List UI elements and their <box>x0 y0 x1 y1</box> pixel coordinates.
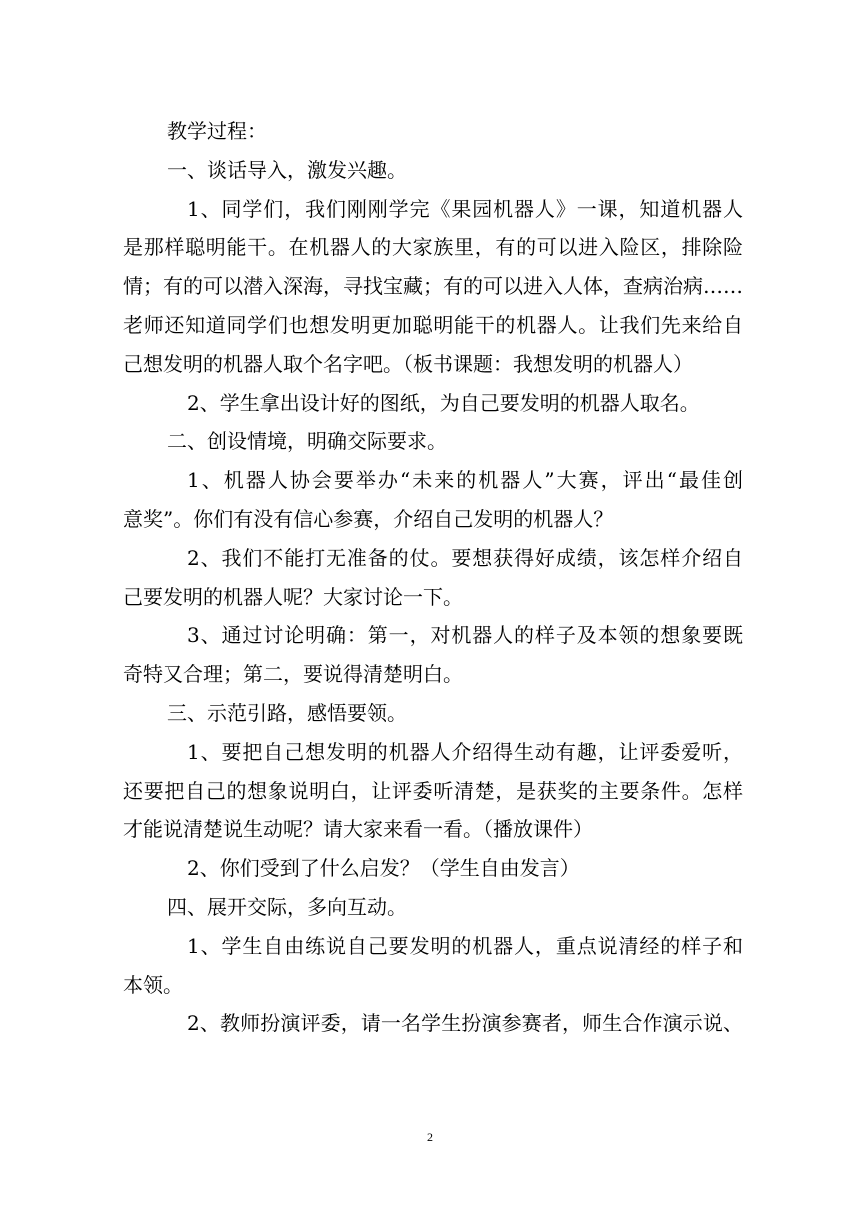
document-body <box>123 112 743 1043</box>
paragraph-line: 意奖”。你们有没有信心参赛，介绍自己发明的机器人？ <box>123 506 614 531</box>
page-number: 2 <box>427 1130 433 1144</box>
paragraph-line: 1、要把自己想发明的机器人介绍得生动有趣，让评委爱听， <box>187 739 743 764</box>
paragraph-line: 2、我们不能打无准备的仗。要想获得好成绩，该怎样介绍自 <box>187 545 743 570</box>
paragraph-line: 2、你们受到了什么启发？（学生自由发言） <box>187 856 580 881</box>
heading-1: 一、谈话导入，激发兴趣。 <box>167 157 407 182</box>
paragraph-line: 1、机器人协会要举办“未来的机器人”大赛，评出“最佳创 <box>187 468 743 493</box>
paragraph-line: 本领。 <box>123 972 183 997</box>
paragraph-line: 己要发明的机器人呢？大家讨论一下。 <box>123 584 463 609</box>
paragraph-line: 2、教师扮演评委，请一名学生扮演参赛者，师生合作演示说、 <box>187 1011 743 1036</box>
paragraph-line: 3、通过讨论明确：第一，对机器人的样子及本领的想象要既 <box>187 623 743 648</box>
paragraph-line: 奇特又合理；第二，要说得清楚明白。 <box>123 662 463 687</box>
heading-4: 四、展开交际，多向互动。 <box>167 894 407 919</box>
paragraph-line: 是那样聪明能干。在机器人的大家族里，有的可以进入险区，排除险 <box>123 235 743 260</box>
paragraph-line: 老师还知道同学们也想发明更加聪明能干的机器人。让我们先来给自 <box>123 312 743 337</box>
paragraph-line: 2、学生拿出设计好的图纸，为自己要发明的机器人取名。 <box>187 390 700 415</box>
heading-2: 二、创设情境，明确交际要求。 <box>167 429 447 454</box>
paragraph-line: 还要把自己的想象说明白，让评委听清楚，是获奖的主要条件。怎样 <box>123 778 743 803</box>
paragraph-line: 情；有的可以潜入深海，寻找宝藏；有的可以进入人体，查病治病…… <box>123 274 743 299</box>
heading-3: 三、示范引路，感悟要领。 <box>167 700 407 725</box>
paragraph-line: 1、学生自由练说自己要发明的机器人，重点说清经的样子和 <box>187 933 743 958</box>
section-title: 教学过程： <box>167 119 267 143</box>
paragraph-line: 己想发明的机器人取个名字吧。（板书课题：我想发明的机器人） <box>123 351 693 376</box>
paragraph-line: 才能说清楚说生动呢？请大家来看一看。（播放课件） <box>123 817 593 842</box>
paragraph-line: 1、同学们，我们刚刚学完《果园机器人》一课，知道机器人 <box>187 196 743 221</box>
